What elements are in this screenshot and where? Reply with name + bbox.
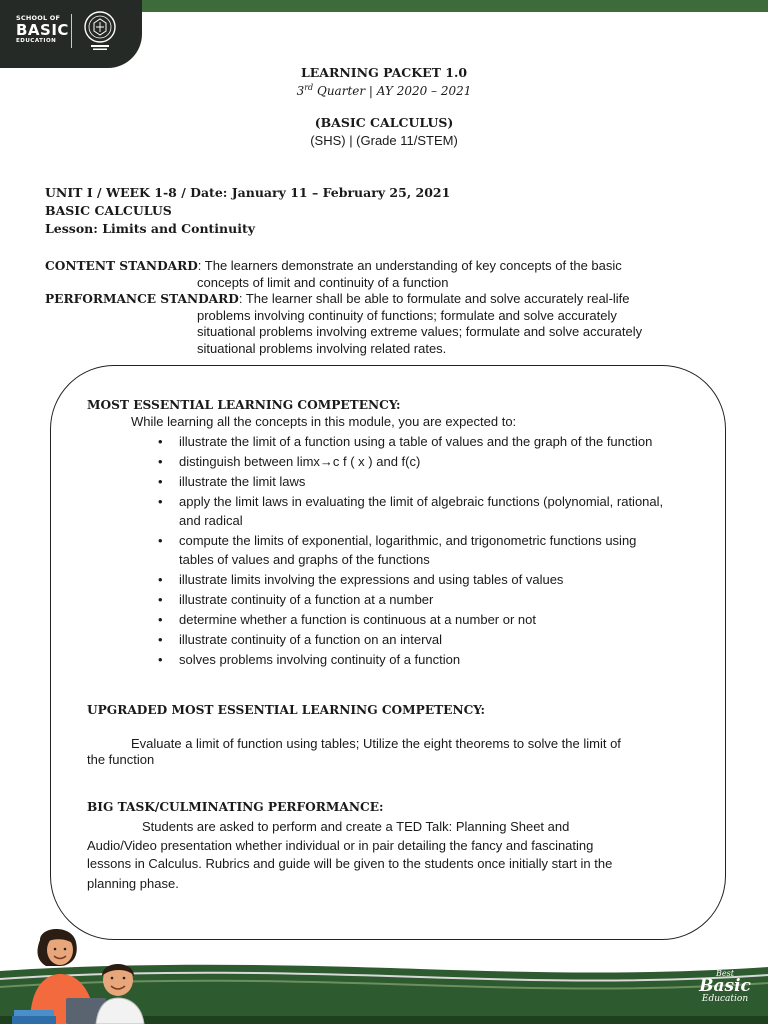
competency-item: • illustrate the limit of a function using a table of values and the graph of the function: [152, 432, 672, 451]
university-seal-icon: [82, 10, 118, 52]
competency-item: • illustrate continuity of a function on an interval: [152, 630, 672, 649]
course-name: BASIC CALCULUS: [45, 203, 172, 218]
competency-list: [152, 432, 672, 670]
big-task-line-1: Students are asked to perform and create a TED Talk: Planning Sheet and: [142, 819, 570, 834]
logo-line-2: BASIC: [16, 20, 69, 39]
brand-line-2: Basic: [699, 976, 751, 996]
competency-item: • apply the limit laws in evaluating the limit of algebraic functions (polynomial, rational, and radical: [152, 492, 672, 530]
competency-item: • illustrate continuity of a function at a number: [152, 590, 672, 609]
quarter-line: [0, 83, 768, 98]
upgraded-heading: UPGRADED MOST ESSENTIAL LEARNING COMPETENCY:: [87, 703, 485, 717]
unit-date-line: UNIT I / WEEK 1-8 / Date: January 11 – February 25, 2021: [45, 185, 451, 200]
school-logo-text: [16, 15, 69, 44]
school-logo-tab: [0, 0, 142, 68]
competency-item: • illustrate limits involving the expressions and using tables of values: [152, 570, 672, 589]
performance-standard-line-2: problems involving continuity of functions; formulate and solve accurately: [197, 307, 617, 323]
big-task-line-4: planning phase.: [87, 876, 179, 891]
level-line: (SHS) | (Grade 11/STEM): [310, 133, 458, 148]
quarter-number: 3: [296, 84, 305, 98]
upgraded-text-line-1: Evaluate a limit of function using tables; Utilize the eight theorems to solve the limit of: [131, 736, 621, 751]
quarter-suffix: rd: [304, 83, 314, 92]
students-illustration-icon: [10, 920, 160, 1024]
competency-item: • illustrate the limit laws: [152, 472, 672, 491]
best-basic-education-brand: [692, 970, 758, 1020]
lesson-title: Lesson: Limits and Continuity: [45, 221, 256, 236]
content-standard: [45, 258, 745, 291]
subject-title: (BASIC CALCULUS): [314, 115, 454, 130]
brand-line-1: Best: [716, 969, 734, 978]
big-task-line-3: lessons in Calculus. Rubrics and guide will be given to the students once initially start in the: [87, 856, 613, 871]
performance-standard: [45, 291, 745, 357]
brand-line-3: Education: [701, 994, 749, 1004]
upgraded-text-line-2: the function: [87, 752, 155, 767]
content-standard-line-2: concepts of limit and continuity of a function: [197, 274, 449, 290]
performance-standard-label: PERFORMANCE STANDARD: [45, 292, 239, 306]
logo-line-1: SCHOOL OF: [16, 14, 61, 22]
quarter-text: Quarter | AY 2020 – 2021: [313, 84, 472, 98]
performance-standard-line-3: situational problems involving extreme values; formulate and solve accurately: [197, 324, 643, 339]
big-task-heading: BIG TASK/CULMINATING PERFORMANCE:: [87, 800, 384, 814]
competency-item: • distinguish between limx→c f ( x ) and f(c): [152, 452, 672, 471]
competency-heading: MOST ESSENTIAL LEARNING COMPETENCY:: [87, 398, 401, 412]
competency-intro: While learning all the concepts in this module, you are expected to:: [131, 414, 517, 429]
performance-standard-line-1: : The learner shall be able to formulate and solve accurately real-life: [238, 291, 630, 306]
content-standard-label: CONTENT STANDARD: [45, 259, 198, 273]
logo-divider: [71, 14, 72, 48]
competency-item: • compute the limits of exponential, logarithmic, and trigonometric functions using tables of values and graphs of the functions: [152, 531, 672, 569]
content-standard-line-1: : The learners demonstrate an understanding of key concepts of the basic: [197, 258, 622, 273]
big-task-line-2: Audio/Video presentation whether individual or in pair detailing the fancy and fascinating: [87, 838, 594, 853]
performance-standard-line-4: situational problems involving related rates.: [197, 340, 447, 356]
packet-title: LEARNING PACKET 1.0: [300, 65, 468, 80]
competency-item: • solves problems involving continuity of a function: [152, 650, 672, 669]
competency-item: • determine whether a function is continuous at a number or not: [152, 610, 672, 629]
logo-line-3: EDUCATION: [16, 37, 57, 44]
